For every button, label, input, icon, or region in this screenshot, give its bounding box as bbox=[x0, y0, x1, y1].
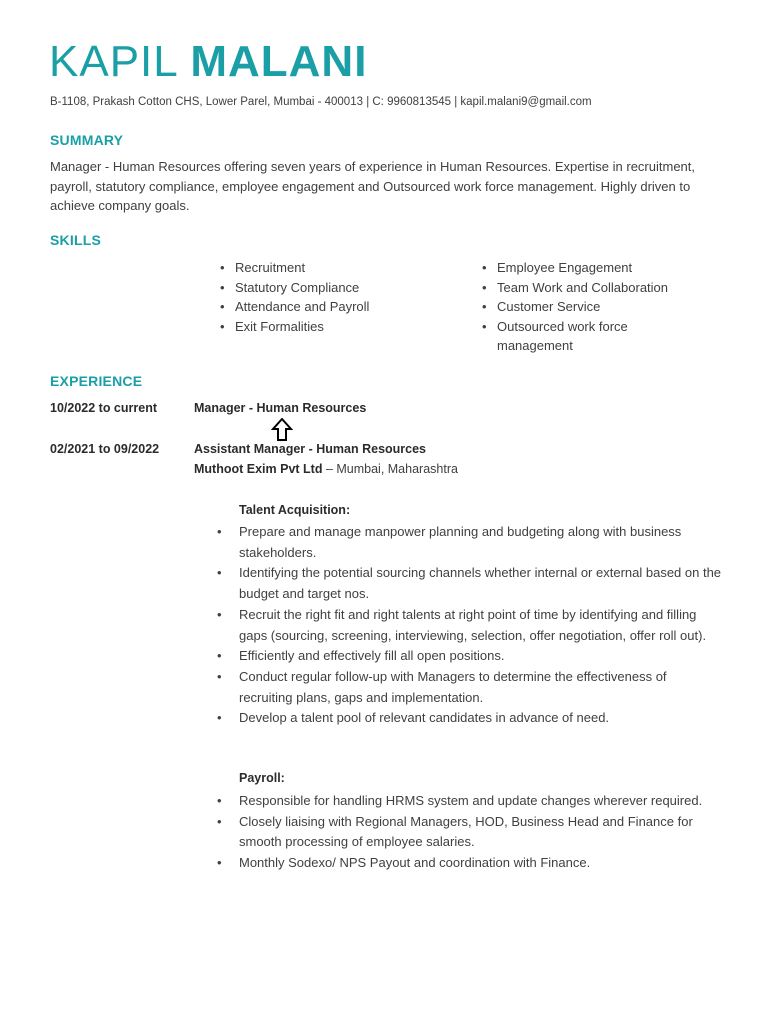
list-item: • Conduct regular follow-up with Managers to determine the effectiveness of recruiting plans, gaps and implementation. bbox=[217, 667, 722, 708]
skill-item: • Customer Service bbox=[482, 297, 697, 317]
list-item: • Recruit the right fit and right talents at right point of time by identifying and filling gaps (sourcing, screening, interviewing, selection, offer negotiation, offer roll out). bbox=[217, 605, 722, 646]
experience-heading: EXPERIENCE bbox=[50, 373, 143, 389]
skill-item: • Recruitment bbox=[220, 258, 460, 278]
company-name: Muthoot Exim Pvt Ltd bbox=[194, 462, 323, 476]
skill-item: • Outsourced work force management bbox=[482, 317, 697, 356]
list-item: • Prepare and manage manpower planning and budgeting along with business stakeholders. bbox=[217, 522, 722, 563]
talent-acquisition-heading: Talent Acquisition: bbox=[239, 503, 351, 517]
skill-item: • Employee Engagement bbox=[482, 258, 697, 278]
last-name: MALANI bbox=[190, 37, 368, 86]
talent-acquisition-list bbox=[217, 522, 722, 729]
summary-heading: SUMMARY bbox=[50, 132, 124, 148]
skill-item: • Statutory Compliance bbox=[220, 278, 460, 298]
list-item: • Identifying the potential sourcing channels whether internal or external based on the budget and target nos. bbox=[217, 563, 722, 604]
skills-list-right bbox=[482, 258, 697, 356]
job-dates: 02/2021 to 09/2022 bbox=[50, 442, 160, 456]
skill-item: • Exit Formalities bbox=[220, 317, 460, 337]
list-item: • Develop a talent pool of relevant candidates in advance of need. bbox=[217, 708, 722, 729]
job-company-line bbox=[194, 460, 458, 479]
list-item: • Closely liaising with Regional Managers, HOD, Business Head and Finance for smooth processing of employee salaries. bbox=[217, 812, 722, 853]
job-dates: 10/2022 to current bbox=[50, 401, 157, 415]
up-arrow-cursor-icon bbox=[271, 418, 293, 442]
candidate-name bbox=[49, 36, 367, 88]
list-item: • Responsible for handling HRMS system and update changes wherever required. bbox=[217, 791, 722, 812]
list-item: • Monthly Sodexo/ NPS Payout and coordination with Finance. bbox=[217, 853, 722, 874]
summary-text: Manager - Human Resources offering seven years of experience in Human Resources. Expertise in recruitment, payroll, statutory compliance, employee engagement and Outsourced work force management. Highly driven to achieve company goals. bbox=[50, 159, 696, 213]
skill-item: • Team Work and Collaboration bbox=[482, 278, 697, 298]
skills-heading: SKILLS bbox=[50, 232, 101, 248]
company-location: – Mumbai, Maharashtra bbox=[322, 462, 458, 476]
job-title: Manager - Human Resources bbox=[194, 401, 367, 415]
first-name: KAPIL bbox=[49, 37, 178, 86]
payroll-heading: Payroll: bbox=[239, 771, 285, 785]
job-title: Assistant Manager - Human Resources bbox=[194, 442, 427, 456]
payroll-list bbox=[217, 791, 722, 874]
skill-item: • Attendance and Payroll bbox=[220, 297, 460, 317]
contact-info: B-1108, Prakash Cotton CHS, Lower Parel, Mumbai - 400013 | C: 9960813545 | kapil.malani9@gmail.com bbox=[50, 96, 592, 108]
skills-list-left bbox=[220, 258, 460, 336]
list-item: • Efficiently and effectively fill all open positions. bbox=[217, 646, 722, 667]
